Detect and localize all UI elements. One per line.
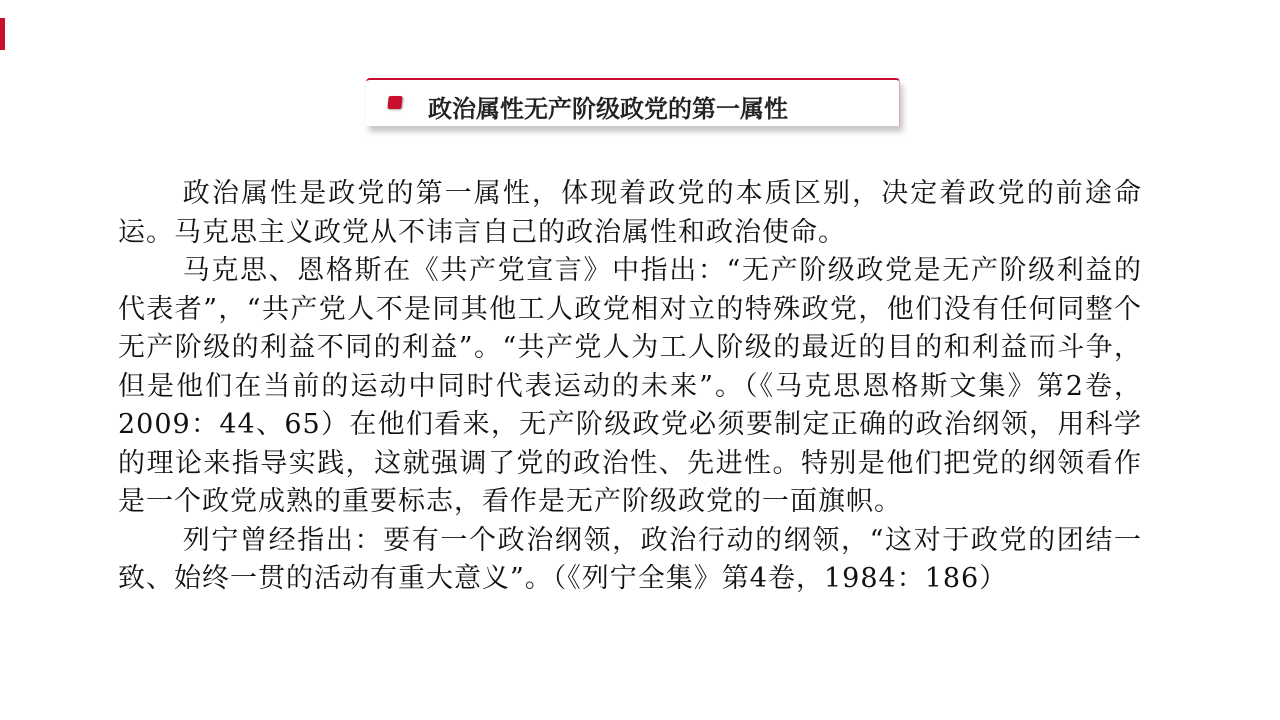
- paragraph-1: 政治属性是政党的第一属性，体现着政党的本质区别，决定着政党的前途命运。马克思主义政党从不讳言自己的政治属性和政治使命。: [118, 178, 1142, 248]
- paragraph-3: 列宁曾经指出：要有一个政治纲领，政治行动的纲领，“这对于政党的团结一致、始终一贯的活动有重大意义”。（《列宁全集》第4卷，1984：186）: [118, 524, 1142, 594]
- paragraph-2: 马克思、恩格斯在《共产党宣言》中指出：“无产阶级政党是无产阶级利益的代表者”，“共产党人不是同其他工人政党相对立的特殊政党，他们没有任何同整个无产阶级的利益不同的利益”。“共产党人为工人阶级的最近的目的和利益而斗争，但是他们在当前的运动中同时代表运动的未来”。（《马克思恩格斯文集》第2卷，2009：44、65）在他们看来，无产阶级政党必须要制定正确的政治纲领，用科学的理论来指导实践，这就强调了党的政治性、先进性。特别是他们把党的纲领看作是一个政党成熟的重要标志，看作是无产阶级政党的一面旗帜。: [118, 255, 1142, 517]
- page-title: 政治属性无产阶级政党的第一属性: [428, 95, 788, 123]
- title-banner: [366, 78, 900, 126]
- bullet-marker-icon: [387, 96, 402, 109]
- body-text: [118, 175, 1142, 599]
- corner-accent-bar: [0, 18, 5, 50]
